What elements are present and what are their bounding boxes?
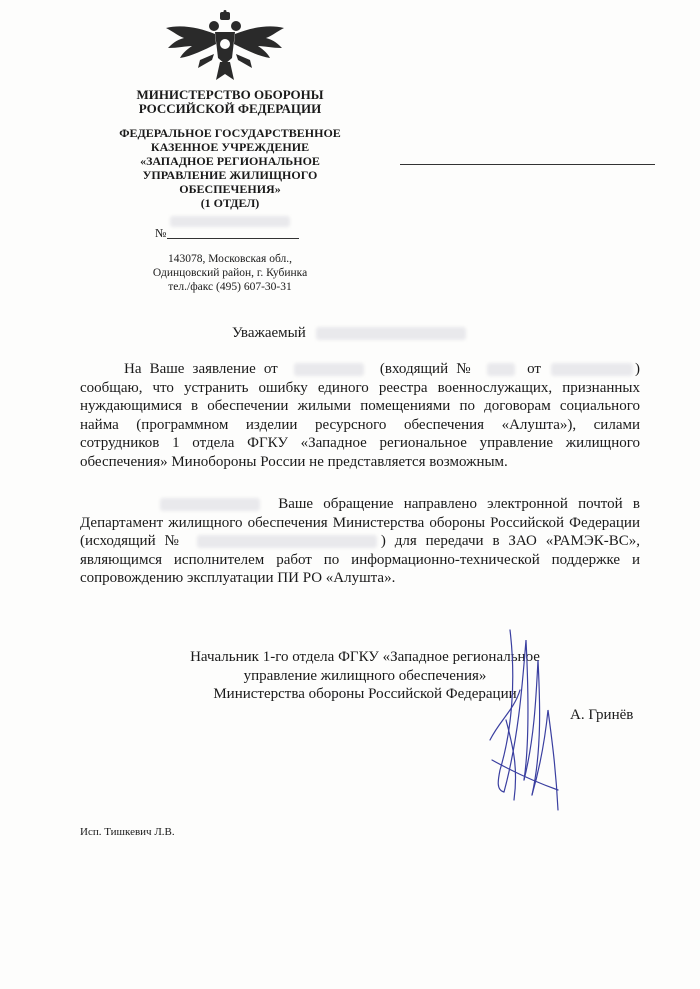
redacted-application-date — [294, 363, 364, 376]
organization-header — [100, 126, 360, 227]
double-headed-eagle-emblem-icon — [160, 10, 290, 90]
address-line-3: тел./факс (495) 607-30-31 — [168, 281, 292, 293]
ministry-header — [100, 88, 360, 116]
signatory-line-1: Начальник 1-го отдела ФГКУ «Западное региональное — [190, 649, 540, 665]
ministry-line-2: РОССИЙСКОЙ ФЕДЕРАЦИИ — [138, 101, 322, 116]
outgoing-number-line — [155, 226, 305, 241]
p2-start: Ваше обращение направлено электронной почтой в Департамент жилищного обеспечения Министерства обороны Российской Федерации (исходящий № — [80, 496, 640, 549]
number-sign: № — [155, 226, 167, 240]
recipient-underline — [400, 164, 655, 165]
p1-close-paren: ) — [635, 361, 641, 377]
redacted-forward-date — [160, 498, 260, 511]
p1-incoming: (входящий № — [379, 361, 475, 377]
signer-name: А. Гринёв — [570, 707, 634, 723]
greeting-word: Уважаемый — [232, 325, 306, 341]
org-line-2: КАЗЕННОЕ УЧРЕЖДЕНИЕ — [150, 140, 310, 154]
signatory-line-2: управление жилищного обеспечения» — [243, 667, 487, 684]
greeting — [232, 325, 466, 342]
address-line-1: 143078, Московская обл., — [167, 253, 293, 265]
org-line-3: «ЗАПАДНОЕ РЕГИОНАЛЬНОЕ — [140, 154, 320, 168]
p1-from: от — [527, 361, 541, 377]
address-block — [120, 252, 340, 294]
redacted-outgoing-number — [197, 535, 377, 548]
executor: Исп. Тишкевич Л.В. — [80, 826, 175, 838]
p1-start: На Ваше заявление от — [124, 361, 278, 377]
signatory-line-3: Министерства обороны Российской Федерации — [213, 686, 517, 702]
redacted-incoming-date — [551, 363, 633, 376]
p2-body: ) для передачи в ЗАО «РАМЭК-ВС», являющимся исполнителем работ по информационно-технической поддержке и сопровождению эксплуатации ПИ РО «Алушта». — [80, 533, 640, 586]
org-line-4: УПРАВЛЕНИЕ ЖИЛИЩНОГО — [142, 168, 318, 182]
redacted-incoming-number — [487, 363, 515, 376]
paragraph-2 — [80, 495, 640, 588]
org-line-5: ОБЕСПЕЧЕНИЯ» — [179, 182, 281, 196]
redacted-recipient-name — [316, 327, 466, 340]
paragraph-1 — [80, 360, 640, 471]
handwritten-signature-icon — [470, 620, 580, 830]
ministry-line-1: МИНИСТЕРСТВО ОБОРОНЫ — [136, 87, 324, 102]
address-line-2: Одинцовский район, г. Кубинка — [152, 267, 308, 279]
department: (1 ОТДЕЛ) — [200, 196, 260, 210]
p1-body: сообщаю, что устранить ошибку единого реестра военнослужащих, признанных нуждающимися в обеспечении жилыми помещениями по договорам социального найма (программном изделии ресурсного обеспечения «Алушта»), силами сотрудников 1 отдела ФГКУ «Западное региональное управление жилищного обеспечения» Минобороны России не представляется возможным. — [80, 379, 640, 470]
number-underline — [167, 238, 299, 239]
org-line-1: ФЕДЕРАЛЬНОЕ ГОСУДАРСТВЕННОЕ — [119, 126, 341, 140]
